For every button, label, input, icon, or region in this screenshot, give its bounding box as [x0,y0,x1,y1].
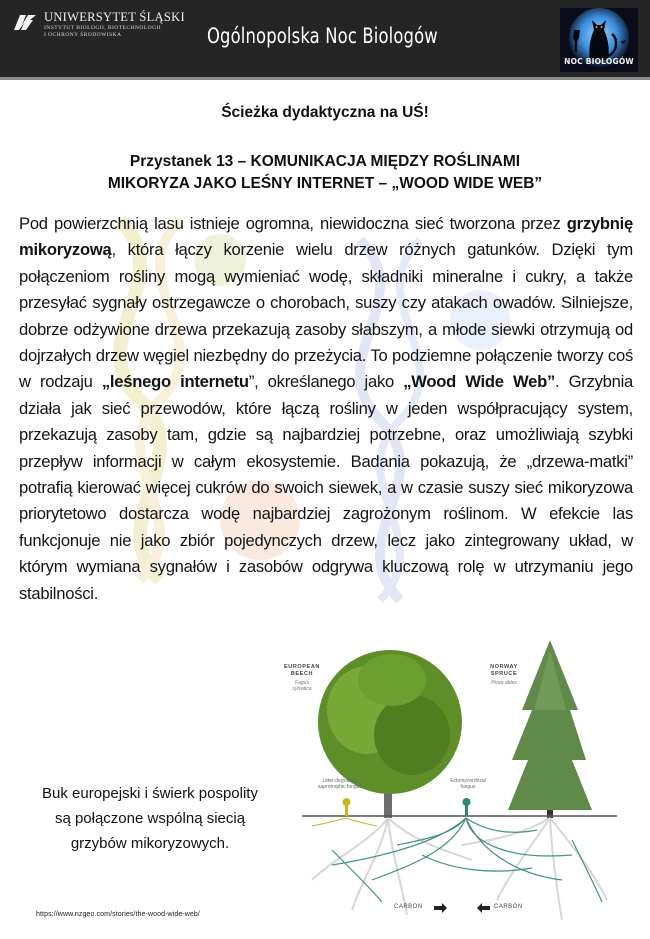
event-title: Ogólnopolska Noc Biologów [207,24,438,48]
page-subtitle: Ścieżka dydaktyczna na UŚ! [221,104,429,121]
fungus-label-line: Ectomycorrhizal [450,778,486,784]
spruce-label-line: SPRUCE [490,670,518,677]
mycorrhiza-illustration [272,640,650,939]
beech-label-line: BEECH [290,670,314,677]
saprotroph-fungus-label [310,778,370,790]
noc-biologow-logo [560,8,638,72]
body-text-segment: Pod powierzchnią lasu istnieje ogromna, niewidoczna sieć tworzona przez [19,214,567,233]
spruce-label [484,664,524,677]
stop-title-line-1: Przystanek 13 – KOMUNIKACJA MIĘDZY ROŚLINAMI [129,153,521,170]
spruce-label-line: NORWAY [490,664,518,670]
fungus-label-line: Litter-degrading [322,778,358,784]
stop-title-line-2: MIKORYZA JAKO LEŚNY INTERNET – „WOOD WIDE WEB” [107,175,543,192]
noc-biologow-logo-text: NOC BIOLOGÓW [564,57,634,66]
body-bold-term: „Wood Wide Web” [403,372,556,392]
stop-title [0,151,650,195]
body-paragraph [19,211,633,607]
beech-latin-label [282,680,322,692]
carbon-label-left: CARBON [394,904,423,910]
university-logo-icon [12,12,38,32]
institute-line-1: INSTYTUT BIOLOGII, BIOTECHNOLOGII [44,25,162,31]
figure-caption [0,781,300,856]
ectomycorrhizal-fungus-label [440,778,496,790]
carbon-label-right: CARBON [494,904,523,910]
university-name: UNIWERSYTET ŚLĄSKI [44,10,185,24]
caption-line-2: są połączone wspólną siecią [54,810,246,827]
body-text-segment: ”, określanego jako [248,372,404,392]
caption-line-1: Buk europejski i świerk pospolity [42,785,258,802]
beech-latin-line: Fagus [295,680,309,686]
body-text-segment: , która łączy korzenie wielu drzew różnych gatunków. Dzięki tym połączeniom rośliny mogą wymieniać wodę, składniki mineralne i cukry, a także przesyłać sygnały ostrzegawcze o chorobach, suszy czy atakach owadów. Silniejsze, dobrze odżywione drzewa przekazują zasoby słabszym, a młode siewki otrzymują od dojrzałych drzew węgiel niezbędny do przeżycia. To podziemne połączenie tworzy coś w rodzaju [19,240,633,392]
source-url: https://www.nzgeo.com/stories/the-wood-wide-web/ [36,911,200,918]
beech-label [282,664,322,677]
header-bar [0,0,650,80]
body-text-segment: . Grzybnia działa jak sieć przewodów, które łączą rośliny w jeden współpracujący system, przekazują zasoby tam, gdzie są najbardziej potrzebne, oraz umożliwiają szybki przepływ informacji w całym ekosystemie. Badania pokazują, że „drzewa-matki” potrafią kierować więcej cukrów do swoich siewek, a w czasie suszy sieć mikoryzowa priorytetowo dostarcza wodę najbardziej zagrożonym roślinom. W efekcie las funkcjonuje nie jako zbiór pojedynczych drzew, lecz jako zintegrowany układ, w którym wymiana sygnałów i zasobów odgrywa kluczową rolę w utrzymaniu jego stabilności. [19,372,633,603]
beech-label-line: EUROPEAN [284,664,320,670]
fungus-label-line: fungus [460,784,476,790]
body-bold-term: „leśnego internetu [101,372,249,392]
fungus-label-line: saprotrophic fungus [318,784,362,790]
institute-name [44,25,161,39]
institute-line-2: I OCHRONY ŚRODOWISKA [44,32,122,38]
caption-line-3: grzybów mikoryzowych. [70,835,230,852]
beech-latin-line: sylvatica [292,686,312,692]
body-bold-term: grzybnię mikoryzową [19,214,633,260]
spruce-latin-label: Picea abies [491,680,517,686]
